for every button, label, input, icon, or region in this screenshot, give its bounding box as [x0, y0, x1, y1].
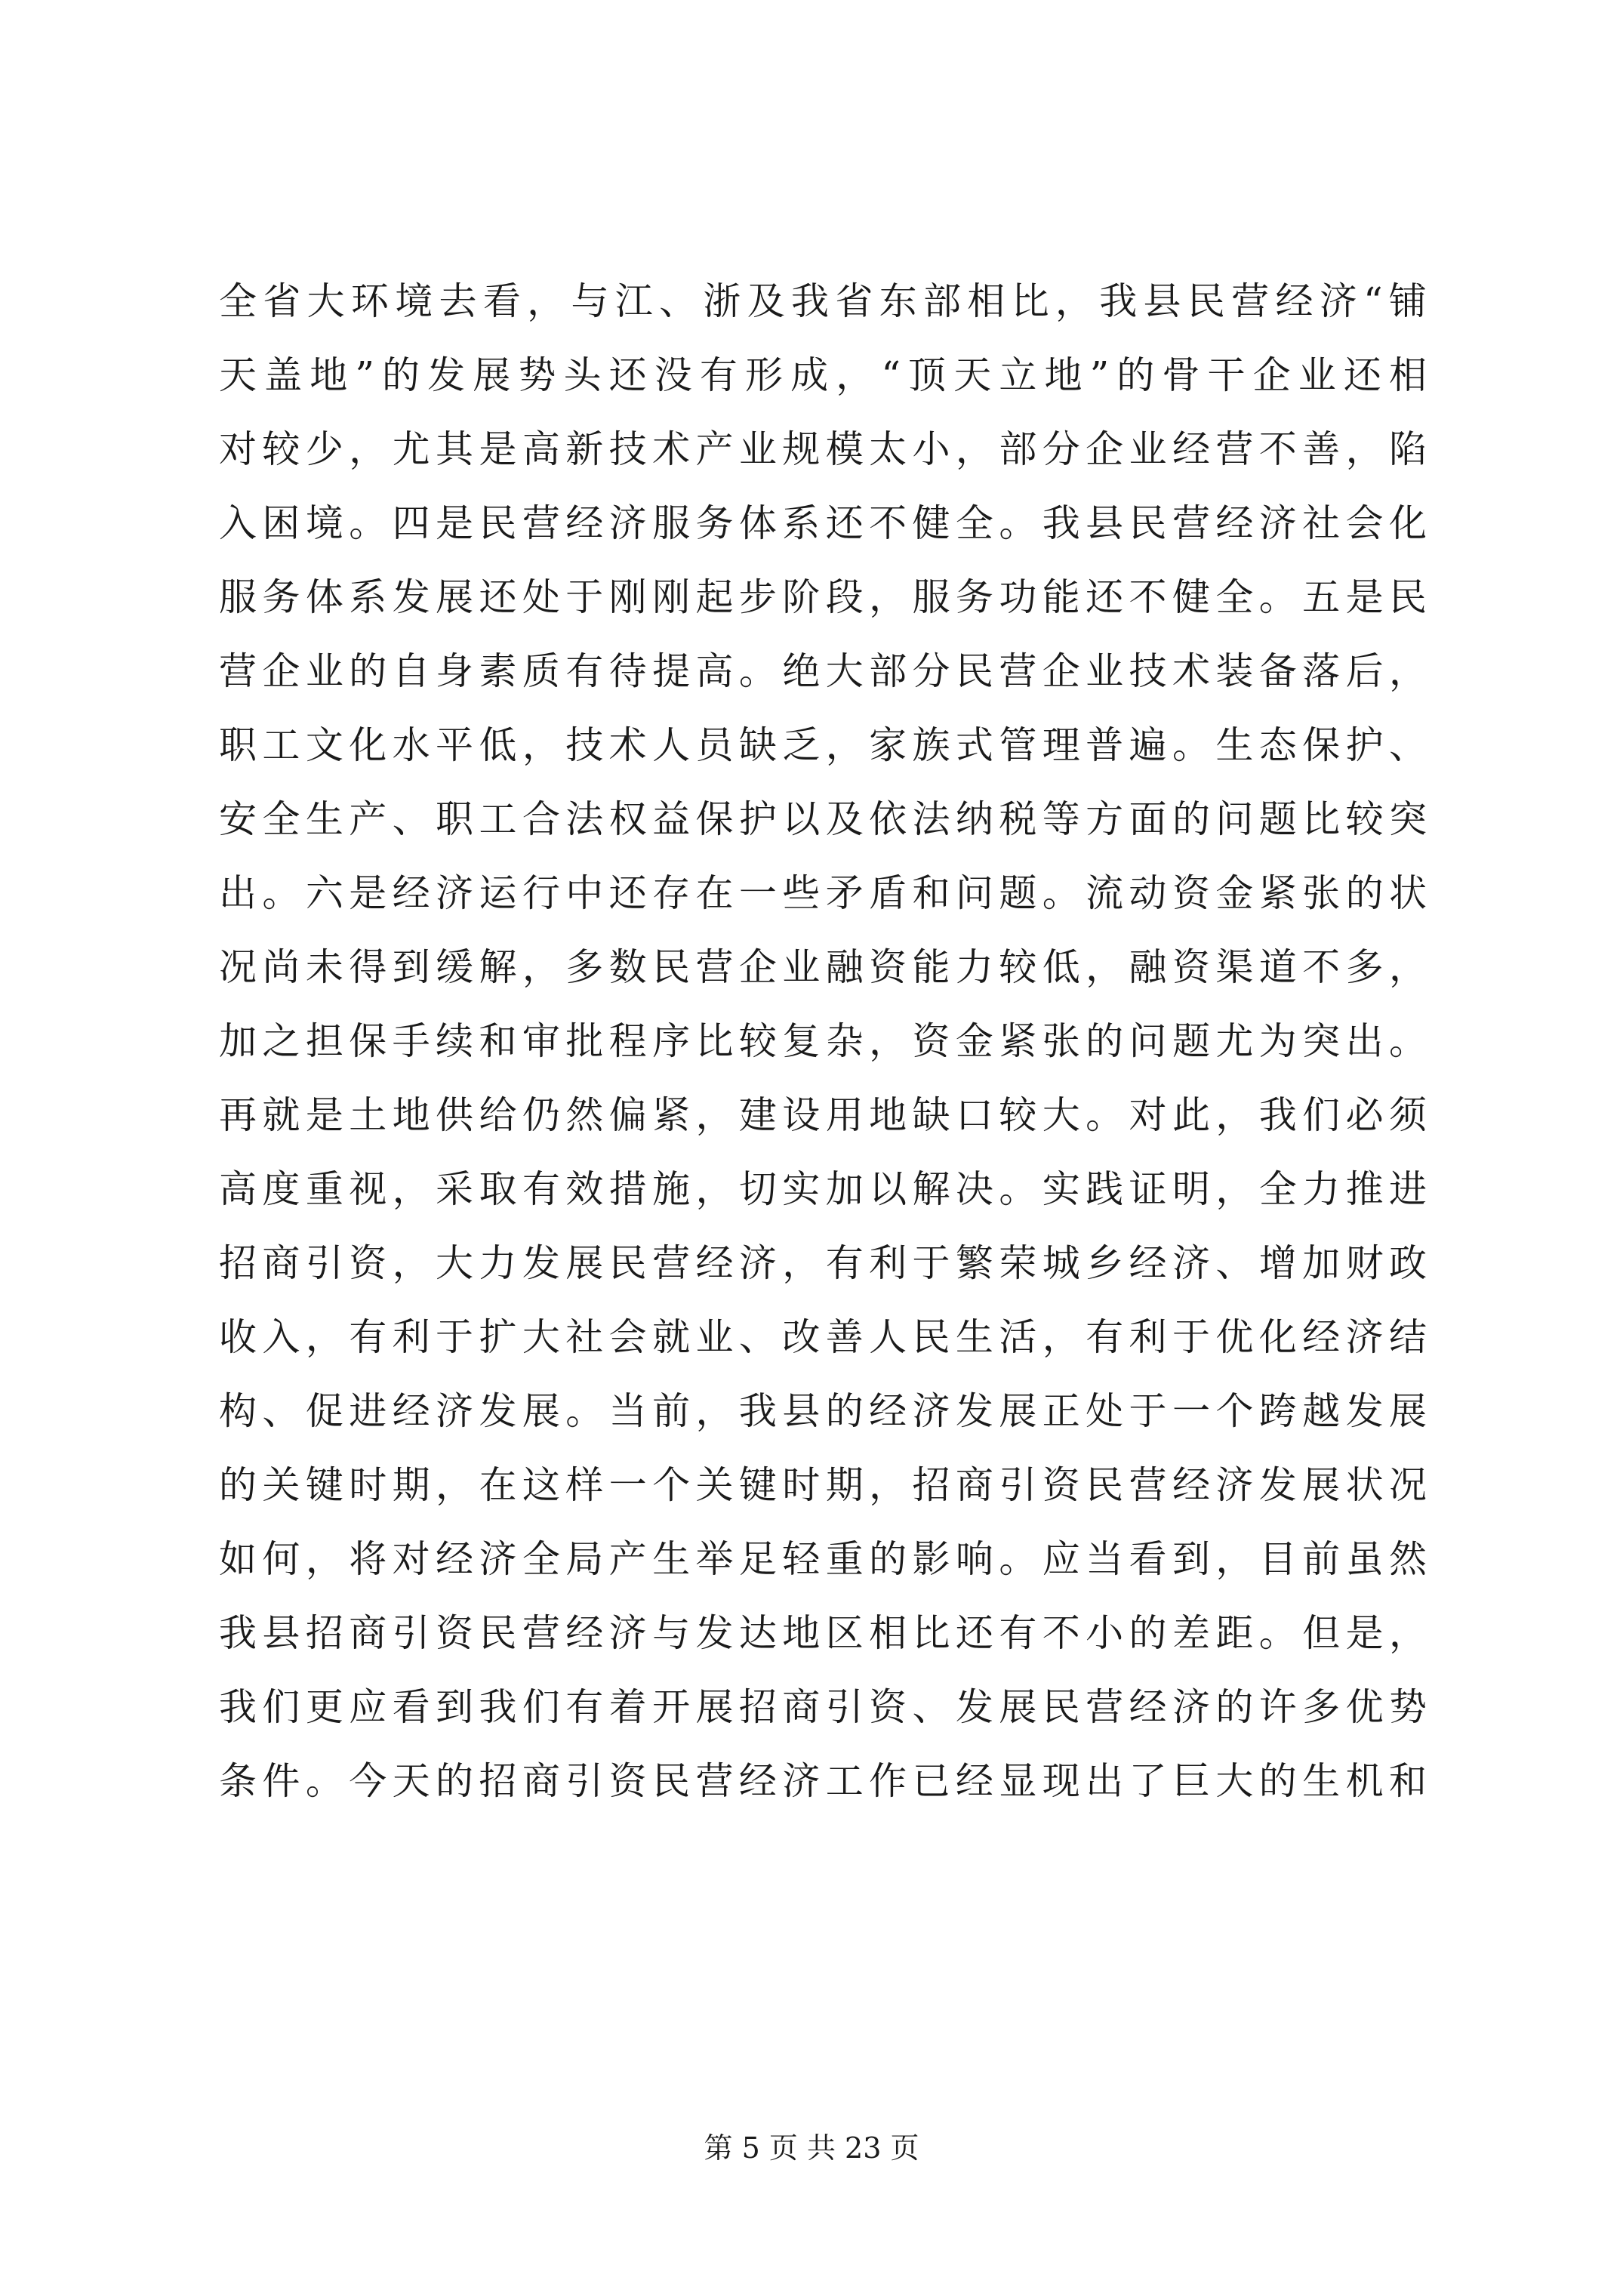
text-line: 的关键时期，在这样一个关键时期，招商引资民营经济发展状况 — [219, 1463, 1427, 1507]
text-line: 收入，有利于扩大社会就业、改善人民生活，有利于优化经济结 — [219, 1315, 1427, 1359]
text-line: 职工文化水平低，技术人员缺乏，家族式管理普遍。生态保护、 — [219, 723, 1427, 767]
text-line: 全省大环境去看，与江、浙及我省东部相比，我县民营经济“铺 — [219, 279, 1427, 323]
text-line: 营企业的自身素质有待提高。绝大部分民营企业技术装备落后， — [219, 649, 1427, 693]
text-line: 我县招商引资民营经济与发达地区相比还有不小的差距。但是， — [219, 1611, 1427, 1655]
text-line: 构、促进经济发展。当前，我县的经济发展正处于一个跨越发展 — [219, 1389, 1427, 1433]
text-line: 我们更应看到我们有着开展招商引资、发展民营经济的许多优势 — [219, 1685, 1427, 1729]
text-line: 再就是土地供给仍然偏紧，建设用地缺口较大。对此，我们必须 — [219, 1093, 1427, 1137]
text-line: 天盖地”的发展势头还没有形成，“顶天立地”的骨干企业还相 — [219, 353, 1427, 397]
text-line: 对较少，尤其是高新技术产业规模太小，部分企业经营不善，陷 — [219, 427, 1427, 471]
text-line: 加之担保手续和审批程序比较复杂，资金紧张的问题尤为突出。 — [219, 1019, 1427, 1063]
text-line: 入困境。四是民营经济服务体系还不健全。我县民营经济社会化 — [219, 501, 1427, 545]
text-line: 出。六是经济运行中还存在一些矛盾和问题。流动资金紧张的状 — [219, 871, 1427, 915]
body-text — [219, 264, 1427, 1818]
text-line: 招商引资，大力发展民营经济，有利于繁荣城乡经济、增加财政 — [219, 1241, 1427, 1285]
text-line: 高度重视，采取有效措施，切实加以解决。实践证明，全力推进 — [219, 1167, 1427, 1211]
text-line: 况尚未得到缓解，多数民营企业融资能力较低，融资渠道不多， — [219, 945, 1427, 989]
page-number-footer: 第 5 页 共 23 页 — [704, 2131, 919, 2165]
text-line: 条件。今天的招商引资民营经济工作已经显现出了巨大的生机和 — [219, 1759, 1427, 1803]
text-line: 服务体系发展还处于刚刚起步阶段，服务功能还不健全。五是民 — [219, 575, 1427, 619]
text-line: 安全生产、职工合法权益保护以及依法纳税等方面的问题比较突 — [219, 797, 1427, 841]
text-line: 如何，将对经济全局产生举足轻重的影响。应当看到，目前虽然 — [219, 1537, 1427, 1581]
